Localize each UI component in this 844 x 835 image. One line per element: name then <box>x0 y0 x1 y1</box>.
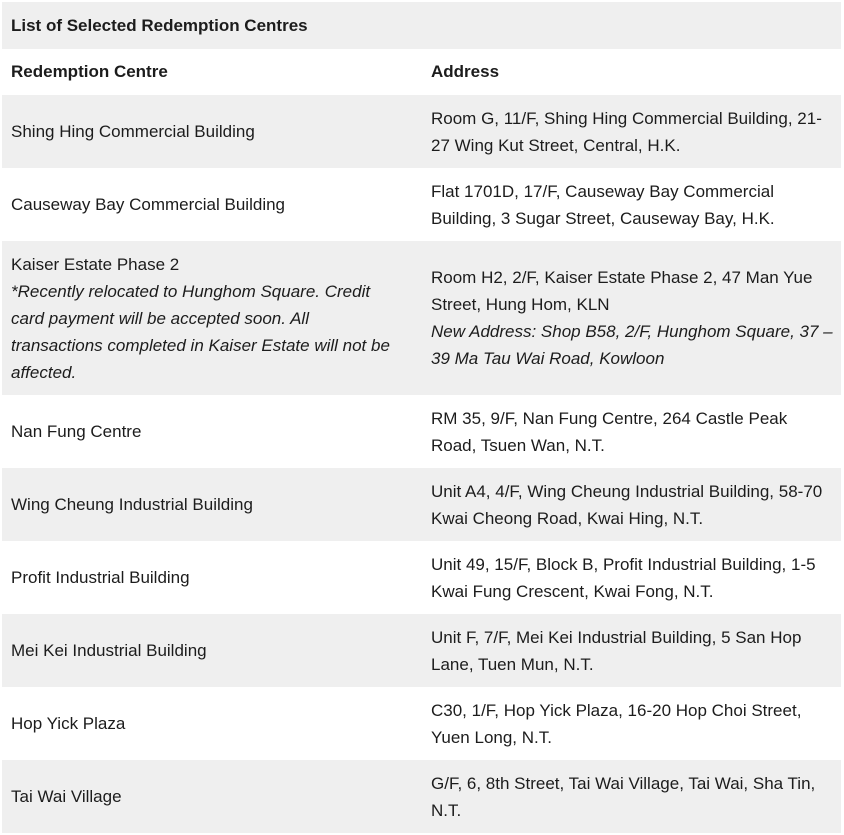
address-cell <box>422 760 841 833</box>
centre-name: Kaiser Estate Phase 2 <box>11 254 180 274</box>
address-cell <box>422 395 841 468</box>
column-header-centre <box>2 62 422 82</box>
centre-cell <box>2 468 422 541</box>
centre-name: Tai Wai Village <box>11 787 122 806</box>
centre-address: Unit 49, 15/F, Block B, Profit Industrial Building, 1-5 Kwai Fung Crescent, Kwai Fong, N.T. <box>431 554 816 601</box>
centre-name: Nan Fung Centre <box>11 422 142 441</box>
centre-cell <box>2 95 422 168</box>
table-row <box>2 395 841 468</box>
table-row <box>2 241 841 395</box>
column-header-address-label: Address <box>431 62 500 81</box>
centre-address: RM 35, 9/F, Nan Fung Centre, 264 Castle Peak Road, Tsuen Wan, N.T. <box>431 408 788 455</box>
table-caption-text: List of Selected Redemption Centres <box>11 15 308 35</box>
table-row <box>2 614 841 687</box>
centre-address: Flat 1701D, 17/F, Causeway Bay Commercial Building, 3 Sugar Street, Causeway Bay, H.K. <box>431 181 775 228</box>
centre-relocation-note: *Recently relocated to Hunghom Square. Credit card payment will be accepted soon. All transactions completed in Kaiser Estate will not be affected. <box>11 281 390 382</box>
column-header-centre-label: Redemption Centre <box>11 62 168 81</box>
centre-cell <box>2 241 422 395</box>
table-header-row <box>2 49 841 95</box>
column-header-address <box>422 62 841 82</box>
table-row <box>2 468 841 541</box>
centre-cell <box>2 395 422 468</box>
address-cell <box>422 95 841 168</box>
table-row <box>2 541 841 614</box>
address-cell <box>422 541 841 614</box>
centre-cell <box>2 541 422 614</box>
centre-cell <box>2 760 422 833</box>
new-address-note: New Address: Shop B58, 2/F, Hunghom Square, 37 – 39 Ma Tau Wai Road, Kowloon <box>431 322 833 368</box>
centre-cell <box>2 614 422 687</box>
table-row <box>2 168 841 241</box>
address-cell <box>422 687 841 760</box>
centre-cell <box>2 687 422 760</box>
centre-name: Causeway Bay Commercial Building <box>11 195 286 214</box>
centre-address: Unit F, 7/F, Mei Kei Industrial Building, 5 San Hop Lane, Tuen Mun, N.T. <box>431 627 802 674</box>
table-row <box>2 687 841 760</box>
centre-address: G/F, 6, 8th Street, Tai Wai Village, Tai Wai, Sha Tin, N.T. <box>431 773 816 820</box>
centre-address: Room H2, 2/F, Kaiser Estate Phase 2, 47 Man Yue Street, Hung Hom, KLN <box>431 268 813 314</box>
address-cell <box>422 241 841 395</box>
centre-name: Hop Yick Plaza <box>11 714 126 733</box>
centre-name: Profit Industrial Building <box>11 568 190 587</box>
address-cell <box>422 468 841 541</box>
table-row <box>2 95 841 168</box>
centre-cell <box>2 168 422 241</box>
centre-name: Mei Kei Industrial Building <box>11 641 207 660</box>
table-caption <box>2 2 841 49</box>
centre-address: C30, 1/F, Hop Yick Plaza, 16-20 Hop Choi Street, Yuen Long, N.T. <box>431 700 802 747</box>
address-cell <box>422 614 841 687</box>
centre-address: Unit A4, 4/F, Wing Cheung Industrial Building, 58-70 Kwai Cheong Road, Kwai Hing, N.T. <box>431 481 823 528</box>
redemption-centres-table <box>2 2 841 833</box>
table-row <box>2 760 841 833</box>
centre-name: Shing Hing Commercial Building <box>11 122 255 141</box>
centre-address: Room G, 11/F, Shing Hing Commercial Building, 21-27 Wing Kut Street, Central, H.K. <box>431 108 822 155</box>
centre-name: Wing Cheung Industrial Building <box>11 495 253 514</box>
address-cell <box>422 168 841 241</box>
